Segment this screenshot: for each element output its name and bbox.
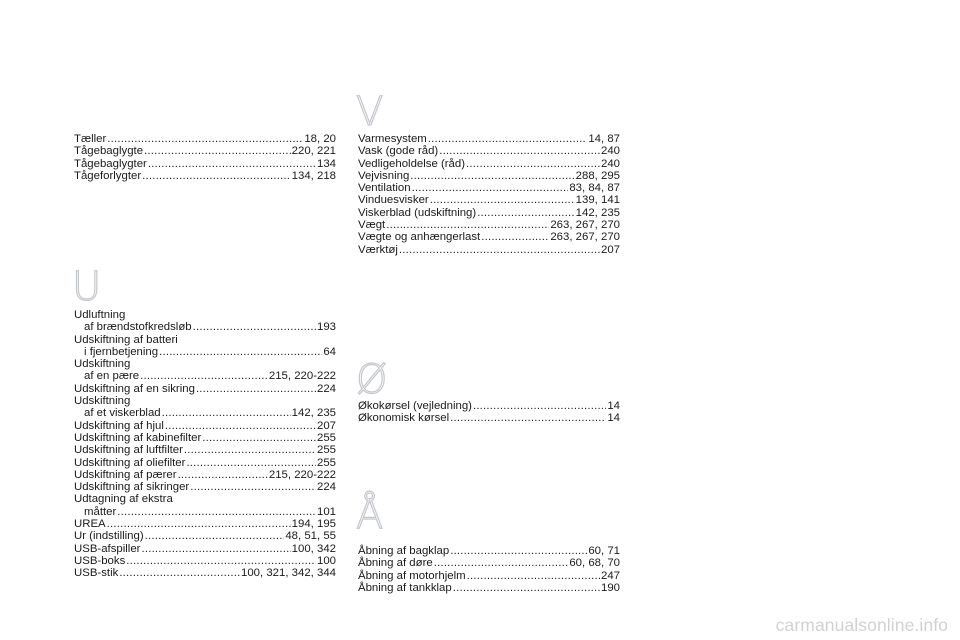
index-entry-heading: Udskiftning af batteri <box>74 333 178 346</box>
index-term: Vejvisning <box>358 169 410 182</box>
dot-leader <box>481 231 549 243</box>
index-entry-heading: Udskiftning <box>74 395 131 408</box>
index-entry <box>74 432 336 444</box>
index-entry-heading: Udskiftning <box>74 358 131 371</box>
index-page-numbers: 134 <box>316 157 336 170</box>
index-entry <box>358 207 620 219</box>
index-entry <box>74 481 336 493</box>
index-page-numbers: 100, 342 <box>291 542 336 555</box>
index-page-numbers: 255 <box>316 431 336 444</box>
index-entry <box>74 530 336 542</box>
index-term: Udskiftning af en sikring <box>74 382 195 395</box>
dot-leader <box>450 545 587 557</box>
index-entry <box>74 567 336 579</box>
index-term: Varmesystem <box>358 133 427 145</box>
index-term: USB-stik <box>74 567 119 580</box>
dot-leader <box>193 321 316 333</box>
index-entry <box>358 244 620 256</box>
index-term: Vægt <box>358 219 386 232</box>
index-term: Udskiftning af hjul <box>74 419 164 432</box>
index-page-numbers: 48, 51, 55 <box>285 530 336 543</box>
index-term: Viskerblad (udskiftning) <box>358 206 477 219</box>
index-term: Vinduesvisker <box>358 194 429 207</box>
index-page-numbers: 60, 68, 70 <box>569 557 620 570</box>
index-list-oe <box>358 400 620 425</box>
index-entry <box>74 555 336 567</box>
index-page-numbers: 139, 141 <box>575 194 620 207</box>
index-entry <box>74 170 336 182</box>
index-entry <box>358 158 620 170</box>
index-page-numbers: 240 <box>600 145 620 158</box>
index-entry <box>74 469 336 481</box>
dot-leader <box>399 244 600 256</box>
dot-leader <box>202 432 316 444</box>
index-term: USB-afspiller <box>74 542 141 555</box>
index-list-t <box>74 133 336 182</box>
index-term: Åbning af bagklap <box>358 545 450 557</box>
index-entry <box>358 582 620 594</box>
index-page-numbers: 18, 20 <box>304 133 336 145</box>
index-term: i fjernbetjening <box>84 345 159 358</box>
index-entry <box>358 219 620 231</box>
index-entry <box>74 158 336 170</box>
index-page-numbers: 101 <box>316 505 336 518</box>
dot-leader <box>107 518 291 530</box>
index-term: Vedligeholdelse (råd) <box>358 157 466 170</box>
index-page-numbers: 134, 218 <box>291 169 336 182</box>
index-term: Udskiftning af luftfilter <box>74 444 183 457</box>
dot-leader <box>412 182 569 194</box>
dot-leader <box>467 570 600 582</box>
index-term: Tæller <box>74 133 107 145</box>
index-page-numbers: 100 <box>316 554 336 567</box>
dot-leader <box>386 219 549 231</box>
index-entry <box>74 444 336 456</box>
index-page-numbers: 215, 220-222 <box>268 468 336 481</box>
index-page-numbers: 240 <box>600 157 620 170</box>
index-term: Værktøj <box>358 243 398 256</box>
index-term: af et viskerblad <box>84 407 161 420</box>
dot-leader <box>165 420 316 432</box>
watermark-text: carmanualsonline.info <box>775 615 948 635</box>
index-term: af brændstofkredsløb <box>84 321 192 334</box>
index-page-numbers: 193 <box>316 321 336 334</box>
section-letter-u: U <box>72 264 102 310</box>
index-list-v <box>358 133 620 256</box>
index-entry-heading: Udtagning af ekstra <box>74 493 173 506</box>
index-entry <box>74 334 336 359</box>
index-page-numbers: 14 <box>607 400 620 412</box>
index-term: Ventilation <box>358 182 411 195</box>
index-page-numbers: 255 <box>316 444 336 457</box>
index-list-aa <box>358 545 620 594</box>
index-entry <box>74 420 336 432</box>
dot-leader <box>434 557 569 569</box>
index-entry <box>358 170 620 182</box>
index-page-numbers: 14, 87 <box>588 133 620 145</box>
index-term: måtter <box>84 505 117 518</box>
index-page-numbers: 83, 84, 87 <box>569 182 620 195</box>
dot-leader <box>410 170 574 182</box>
index-term: Åbning af tankklap <box>358 581 452 594</box>
index-term: Åbning af motorhjelm <box>358 569 466 582</box>
index-term: Tågebaglygte <box>74 145 144 158</box>
index-term: Udskiftning af pærer <box>74 468 177 481</box>
index-term: Ur (indstilling) <box>74 530 144 543</box>
dot-leader <box>439 145 600 157</box>
index-page-numbers: 288, 295 <box>575 169 620 182</box>
index-term: Udskiftning af oliefilter <box>74 456 186 469</box>
index-term: Økonomisk kørsel <box>358 412 450 425</box>
section-letter-aa: Å <box>356 492 384 538</box>
index-entry <box>74 518 336 530</box>
index-page-numbers: 194, 195 <box>291 518 336 531</box>
index-entry <box>358 194 620 206</box>
dot-leader <box>466 158 600 170</box>
index-entry <box>358 412 620 424</box>
dot-leader <box>117 506 316 518</box>
index-entry <box>358 557 620 569</box>
dot-leader <box>473 400 606 412</box>
index-entry <box>74 309 336 334</box>
index-term: UREA <box>74 518 106 531</box>
index-entry <box>358 133 620 145</box>
index-entry <box>358 231 620 243</box>
dot-leader <box>148 158 316 170</box>
index-entry <box>74 457 336 469</box>
index-term: Økokørsel (vejledning) <box>358 400 472 412</box>
section-letter-v: V <box>356 89 384 135</box>
dot-leader <box>126 555 316 567</box>
dot-leader <box>428 133 588 145</box>
index-entry <box>74 493 336 518</box>
index-entry <box>358 545 620 557</box>
index-term: af en pære <box>84 370 140 383</box>
index-entry <box>74 133 336 145</box>
index-entry <box>358 145 620 157</box>
index-page-numbers: 207 <box>600 243 620 256</box>
index-entry <box>358 570 620 582</box>
dot-leader <box>141 543 290 555</box>
dot-leader <box>159 346 322 358</box>
index-page-numbers: 142, 235 <box>291 407 336 420</box>
dot-leader <box>107 133 303 145</box>
index-entry-heading: Udluftning <box>74 309 126 321</box>
index-entry <box>358 400 620 412</box>
index-term: USB-boks <box>74 554 126 567</box>
dot-leader <box>190 481 316 493</box>
dot-leader <box>430 194 575 206</box>
index-page-numbers: 220, 221 <box>291 145 336 158</box>
dot-leader <box>145 530 285 542</box>
dot-leader <box>144 145 291 157</box>
dot-leader <box>162 407 291 419</box>
index-entry <box>74 358 336 383</box>
index-page-numbers: 263, 267, 270 <box>550 219 620 232</box>
index-page-numbers: 190 <box>600 581 620 594</box>
index-entry <box>358 182 620 194</box>
index-term: Udskiftning af sikringer <box>74 481 190 494</box>
index-page-numbers: 224 <box>316 382 336 395</box>
index-page-numbers: 255 <box>316 456 336 469</box>
index-list-u <box>74 309 336 580</box>
index-page-numbers: 263, 267, 270 <box>550 231 620 244</box>
dot-leader <box>477 207 574 219</box>
index-term: Udskiftning af kabinefilter <box>74 431 202 444</box>
dot-leader <box>184 444 316 456</box>
index-page-numbers: 100, 321, 342, 344 <box>240 567 336 580</box>
index-entry <box>74 395 336 420</box>
dot-leader <box>140 370 268 382</box>
dot-leader <box>178 469 268 481</box>
index-page-numbers: 64 <box>323 345 336 358</box>
dot-leader <box>142 170 291 182</box>
section-letter-oe: Ø <box>356 357 388 403</box>
index-page-numbers: 60, 71 <box>588 545 620 557</box>
index-page-numbers: 14 <box>607 412 620 425</box>
dot-leader <box>450 412 606 424</box>
index-entry <box>74 145 336 157</box>
index-page-numbers: 247 <box>600 569 620 582</box>
index-term: Tågebaglygter <box>74 157 147 170</box>
index-term: Vask (gode råd) <box>358 145 439 158</box>
index-term: Vægte og anhængerlast <box>358 231 481 244</box>
dot-leader <box>453 582 600 594</box>
index-page-numbers: 224 <box>316 481 336 494</box>
index-entry <box>74 383 336 395</box>
index-term: Tågeforlygter <box>74 169 142 182</box>
dot-leader <box>196 383 316 395</box>
index-page-numbers: 215, 220-222 <box>268 370 336 383</box>
index-entry <box>74 543 336 555</box>
index-page-numbers: 207 <box>316 419 336 432</box>
dot-leader <box>119 567 240 579</box>
dot-leader <box>186 457 316 469</box>
index-page-numbers: 142, 235 <box>575 206 620 219</box>
index-term: Åbning af døre <box>358 557 433 570</box>
